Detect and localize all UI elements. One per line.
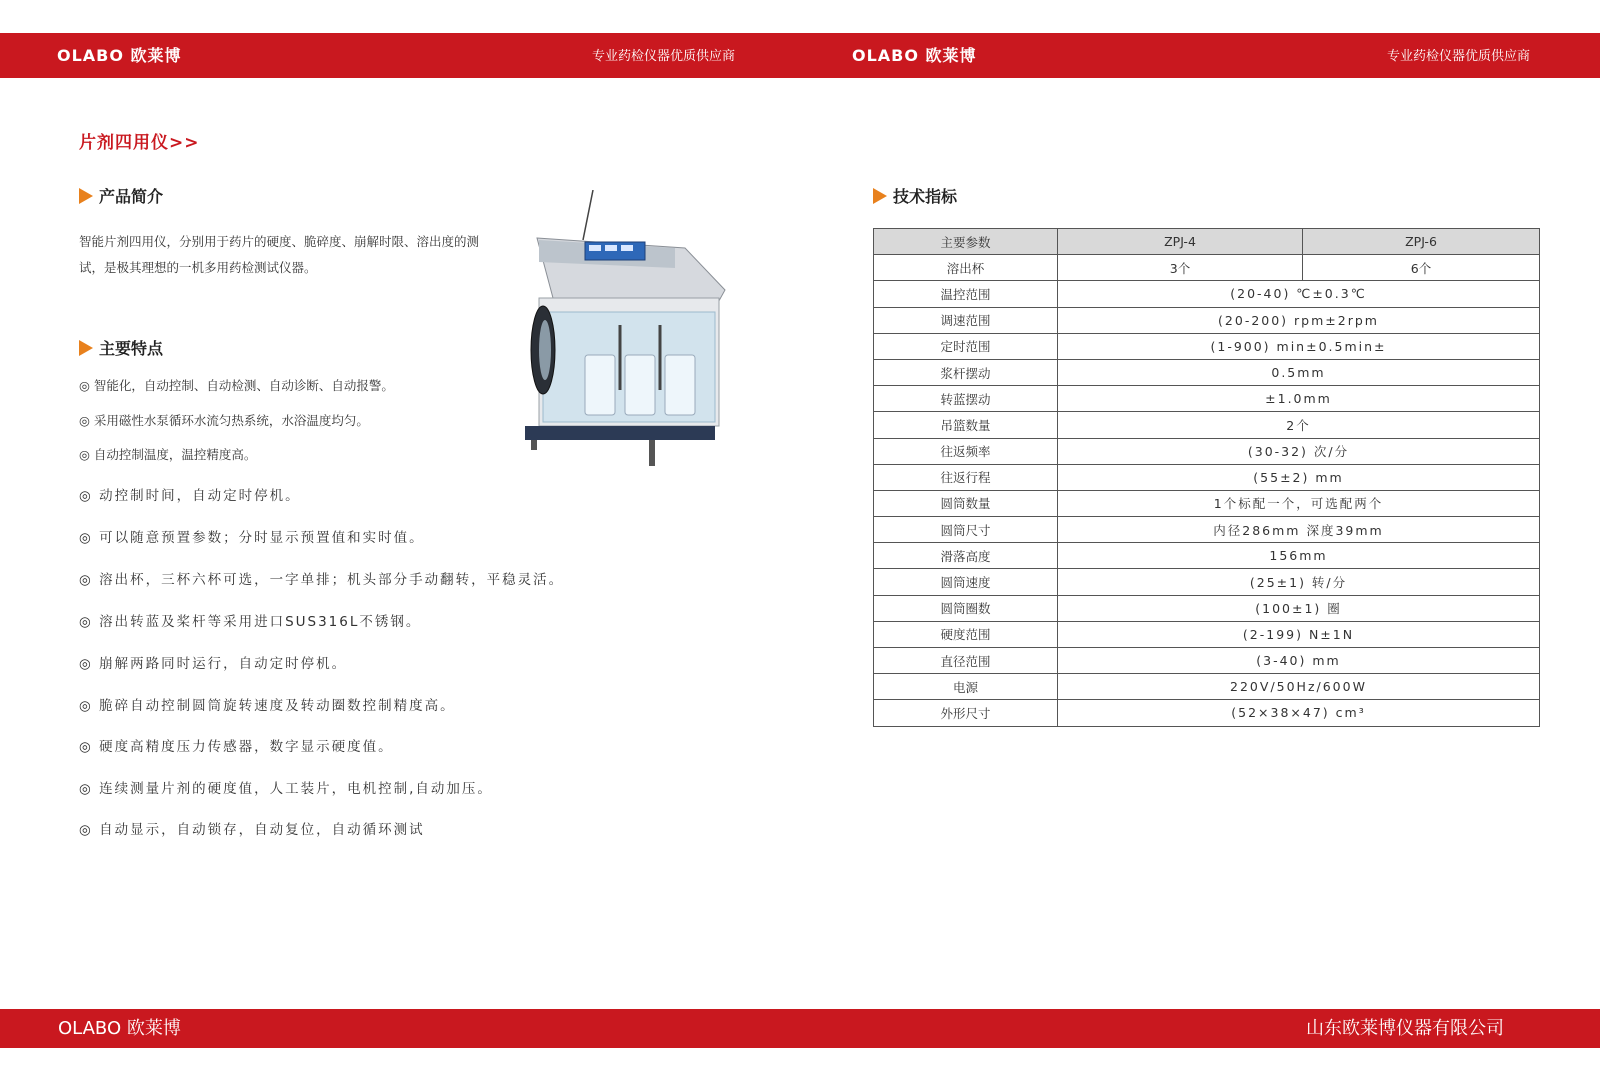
table-row	[874, 543, 1540, 569]
header-bar	[0, 33, 1600, 78]
row-value: 内径286mm 深度39mm	[1058, 517, 1540, 543]
brand-logo-right: OLABO 欧莱博	[852, 46, 977, 65]
header-param: 主要参数	[874, 229, 1058, 255]
triangle-bullet-icon	[79, 340, 93, 356]
row-value: (25±1) 转/分	[1058, 569, 1540, 595]
footer-bar	[0, 1009, 1600, 1048]
row-label: 定时范围	[874, 333, 1058, 359]
row-value: 156mm	[1058, 543, 1540, 569]
row-value: ±1.0mm	[1058, 386, 1540, 412]
tagline-left: 专业药检仪器优质供应商	[592, 49, 736, 64]
feature-item: ◎ 自动控制温度，温控精度高。	[79, 447, 257, 462]
row-label: 往返频率	[874, 438, 1058, 464]
table-row	[874, 700, 1540, 726]
row-label: 硬度范围	[874, 621, 1058, 647]
footer-company: 山东欧莱博仪器有限公司	[1306, 1018, 1504, 1039]
row-label: 电源	[874, 674, 1058, 700]
row-label: 吊篮数量	[874, 412, 1058, 438]
row-label: 温控范围	[874, 281, 1058, 307]
feature-item: ◎ 自动显示，自动锁存，自动复位，自动循环测试	[79, 822, 425, 838]
header-zpj4: ZPJ-4	[1058, 229, 1303, 255]
tablet-tester-device-image	[525, 190, 745, 480]
table-row	[874, 595, 1540, 621]
triangle-bullet-icon	[79, 188, 93, 204]
table-row	[874, 255, 1540, 281]
row-value: (20-200) rpm±2rpm	[1058, 307, 1540, 333]
feature-item: ◎ 崩解两路同时运行，自动定时停机。	[79, 656, 348, 672]
specs-heading-label: 技术指标	[893, 187, 958, 206]
row-value: (20-40) ℃±0.3℃	[1058, 281, 1540, 307]
row-label: 溶出杯	[874, 255, 1058, 281]
row-value: (3-40) mm	[1058, 648, 1540, 674]
row-label: 外形尺寸	[874, 700, 1058, 726]
table-row	[874, 517, 1540, 543]
brand-logo-left: OLABO 欧莱博	[57, 46, 182, 65]
row-value: 0.5mm	[1058, 359, 1540, 385]
feature-item: ◎ 采用磁性水泵循环水流匀热系统，水浴温度均匀。	[79, 413, 369, 428]
row-label: 直径范围	[874, 648, 1058, 674]
specs-table	[873, 228, 1540, 727]
row-label: 圆筒数量	[874, 490, 1058, 516]
features-heading	[79, 336, 163, 359]
table-row	[874, 412, 1540, 438]
table-row	[874, 307, 1540, 333]
table-row	[874, 490, 1540, 516]
table-row	[874, 648, 1540, 674]
table-row	[874, 438, 1540, 464]
tagline-right: 专业药检仪器优质供应商	[1387, 49, 1531, 64]
row-value: (1-900) min±0.5min±	[1058, 333, 1540, 359]
feature-item: ◎ 连续测量片剂的硬度值，人工装片，电机控制,自动加压。	[79, 781, 493, 797]
triangle-bullet-icon	[873, 188, 887, 204]
feature-item: ◎ 硬度高精度压力传感器，数字显示硬度值。	[79, 739, 394, 755]
row-value: 2个	[1058, 412, 1540, 438]
row-value: (52×38×47) cm³	[1058, 700, 1540, 726]
row-label: 调速范围	[874, 307, 1058, 333]
row-label: 圆筒尺寸	[874, 517, 1058, 543]
page-title: 片剂四用仪>>	[79, 133, 200, 153]
table-row	[874, 386, 1540, 412]
row-value-zpj6: 6个	[1303, 255, 1540, 281]
header-zpj6: ZPJ-6	[1303, 229, 1540, 255]
row-label: 圆筒圈数	[874, 595, 1058, 621]
intro-heading	[79, 184, 163, 207]
specs-heading	[873, 184, 957, 207]
row-label: 圆筒速度	[874, 569, 1058, 595]
row-value: 1个标配一个，可选配两个	[1058, 490, 1540, 516]
row-label: 转蓝摆动	[874, 386, 1058, 412]
row-value: (30-32) 次/分	[1058, 438, 1540, 464]
feature-item: ◎ 可以随意预置参数；分时显示预置值和实时值。	[79, 530, 425, 546]
features-heading-label: 主要特点	[99, 339, 164, 358]
table-row	[874, 621, 1540, 647]
feature-item: ◎ 溶出转蓝及桨杆等采用进口SUS316L不锈钢。	[79, 614, 422, 630]
feature-item: ◎ 脆碎自动控制圆筒旋转速度及转动圈数控制精度高。	[79, 698, 456, 714]
feature-item: ◎ 动控制时间，自动定时停机。	[79, 488, 301, 504]
intro-text: 智能片剂四用仪，分别用于药片的硬度、脆碎度、崩解时限、溶出度的测试，是极其理想的一机多用药检测试仪器。	[79, 234, 480, 275]
table-row	[874, 674, 1540, 700]
row-value: 220V/50Hz/600W	[1058, 674, 1540, 700]
row-value-zpj4: 3个	[1058, 255, 1303, 281]
row-value: (2-199) N±1N	[1058, 621, 1540, 647]
table-row	[874, 333, 1540, 359]
row-value: (55±2) mm	[1058, 464, 1540, 490]
row-label: 往返行程	[874, 464, 1058, 490]
table-row	[874, 281, 1540, 307]
table-row	[874, 464, 1540, 490]
feature-item: ◎ 溶出杯，三杯六杯可选，一字单排；机头部分手动翻转，平稳灵活。	[79, 572, 565, 588]
row-label: 浆杆摆动	[874, 359, 1058, 385]
table-row	[874, 359, 1540, 385]
table-row	[874, 569, 1540, 595]
footer-brand: OLABO 欧莱博	[58, 1018, 181, 1039]
feature-item: ◎ 智能化，自动控制、自动检测、自动诊断、自动报警。	[79, 378, 394, 393]
row-value: (100±1) 圈	[1058, 595, 1540, 621]
intro-heading-label: 产品简介	[99, 187, 164, 206]
row-label: 滑落高度	[874, 543, 1058, 569]
table-header-row	[874, 229, 1540, 255]
